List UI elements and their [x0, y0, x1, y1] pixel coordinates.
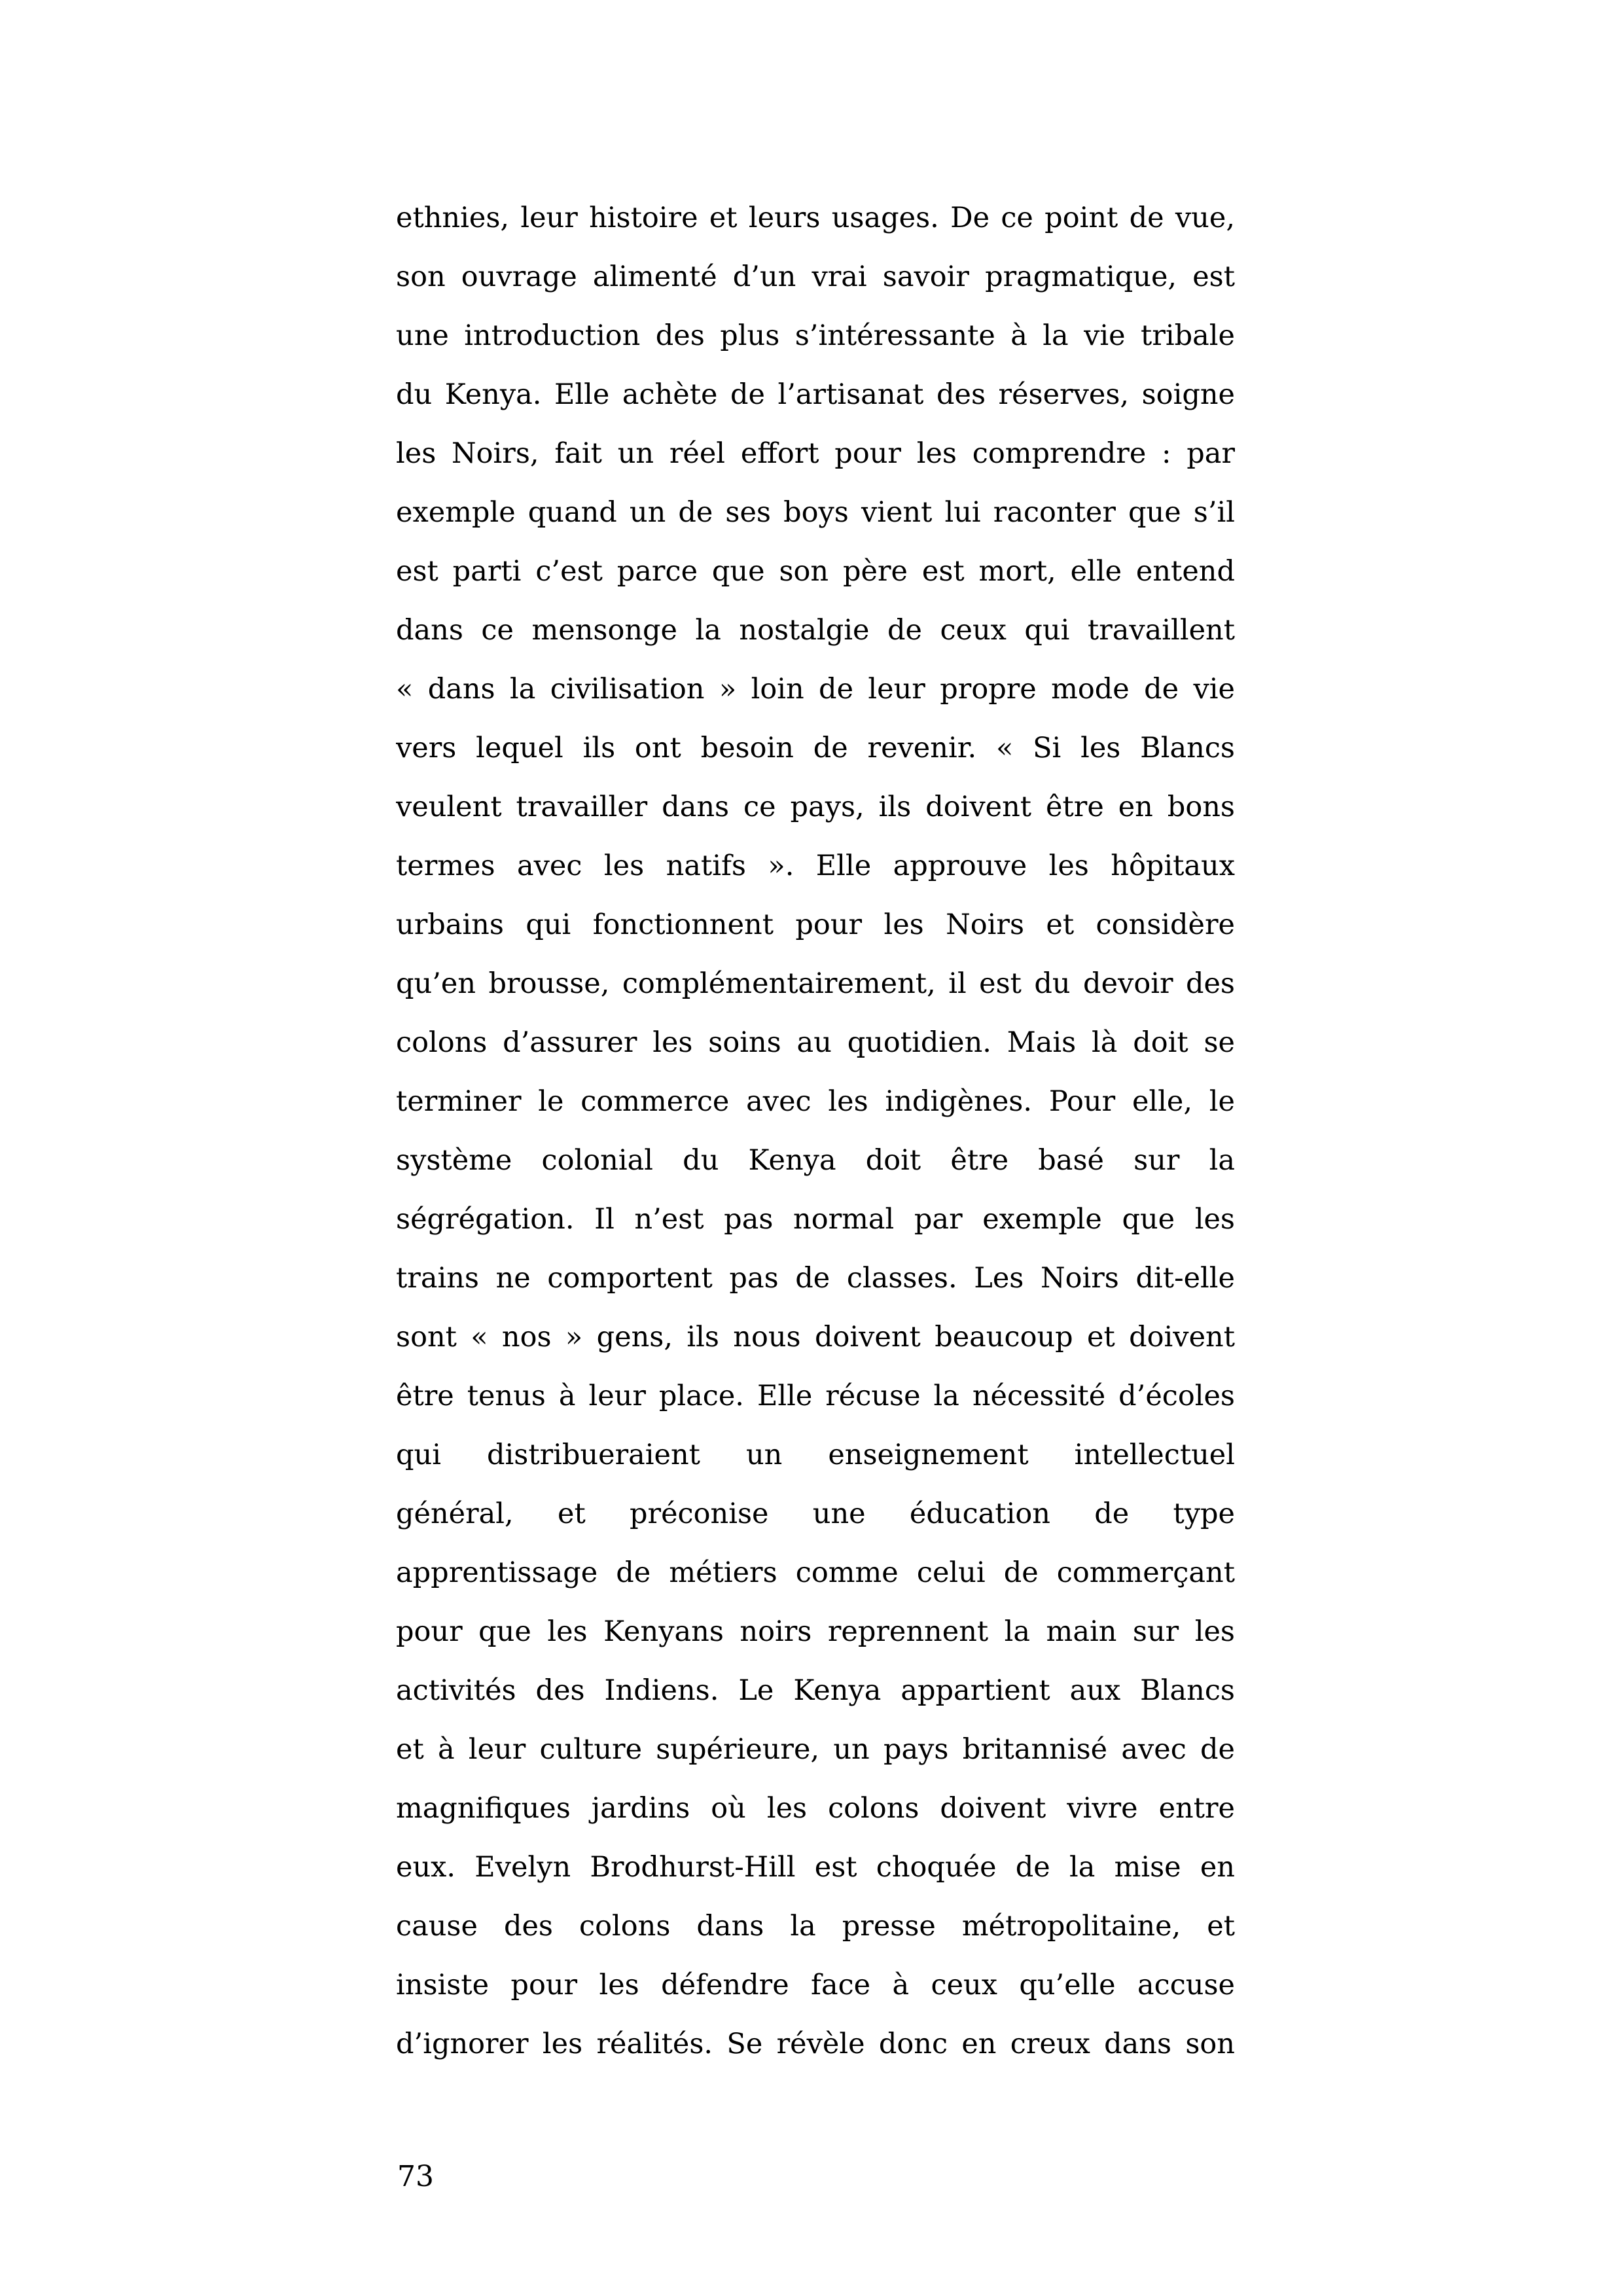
text-line: est parti c’est parce que son père est mort, elle entend: [396, 555, 1235, 588]
text-line: ségrégation. Il n’est pas normal par exemple que les: [396, 1203, 1235, 1236]
text-line: dans ce mensonge la nostalgie de ceux qui travaillent: [396, 614, 1235, 647]
text-line: qu’en brousse, complémentairement, il est du devoir des: [396, 967, 1235, 1000]
text-line: son ouvrage alimenté d’un vrai savoir pragmatique, est: [396, 260, 1235, 293]
text-line: activités des Indiens. Le Kenya appartient aux Blancs: [396, 1674, 1235, 1707]
text-line: termes avec les natifs ». Elle approuve les hôpitaux: [396, 850, 1235, 882]
text-line: une introduction des plus s’intéressante à la vie tribale: [396, 319, 1235, 352]
text-line: ethnies, leur histoire et leurs usages. De ce point de vue,: [396, 202, 1235, 234]
text-line: cause des colons dans la presse métropolitaine, et: [396, 1910, 1235, 1943]
text-line: urbains qui fonctionnent pour les Noirs et considère: [396, 908, 1235, 941]
text-line: trains ne comportent pas de classes. Les Noirs dit-elle: [396, 1262, 1235, 1295]
text-line: être tenus à leur place. Elle récuse la nécessité d’écoles: [396, 1380, 1235, 1412]
text-line: général, et préconise une éducation de type: [396, 1498, 1235, 1530]
text-line: qui distribueraient un enseignement intellectuel: [396, 1439, 1235, 1471]
text-line: d’ignorer les réalités. Se révèle donc en creux dans son: [396, 2028, 1235, 2060]
page-number: 73: [397, 2160, 434, 2193]
text-line: sont « nos » gens, ils nous doivent beaucoup et doivent: [396, 1321, 1235, 1354]
text-line: colons d’assurer les soins au quotidien. Mais là doit se: [396, 1026, 1235, 1059]
text-line: insiste pour les défendre face à ceux qu’elle accuse: [396, 1969, 1235, 2001]
text-line: du Kenya. Elle achète de l’artisanat des réserves, soigne: [396, 378, 1235, 411]
text-line: les Noirs, fait un réel effort pour les comprendre : par: [396, 437, 1235, 470]
text-line: terminer le commerce avec les indigènes. Pour elle, le: [396, 1085, 1235, 1118]
text-line: et à leur culture supérieure, un pays britannisé avec de: [396, 1733, 1235, 1766]
text-line: pour que les Kenyans noirs reprennent la main sur les: [396, 1615, 1235, 1648]
text-line: eux. Evelyn Brodhurst-Hill est choquée de la mise en: [396, 1851, 1235, 1884]
text-line: veulent travailler dans ce pays, ils doivent être en bons: [396, 791, 1235, 823]
text-line: système colonial du Kenya doit être basé sur la: [396, 1144, 1235, 1177]
text-line: vers lequel ils ont besoin de revenir. « Si les Blancs: [396, 732, 1235, 764]
text-line: « dans la civilisation » loin de leur propre mode de vie: [396, 673, 1235, 706]
text-line: magnifiques jardins où les colons doivent vivre entre: [396, 1792, 1235, 1825]
text-line: apprentissage de métiers comme celui de commerçant: [396, 1556, 1235, 1589]
text-line: exemple quand un de ses boys vient lui raconter que s’il: [396, 496, 1235, 529]
body-text-block: [396, 188, 1235, 2073]
